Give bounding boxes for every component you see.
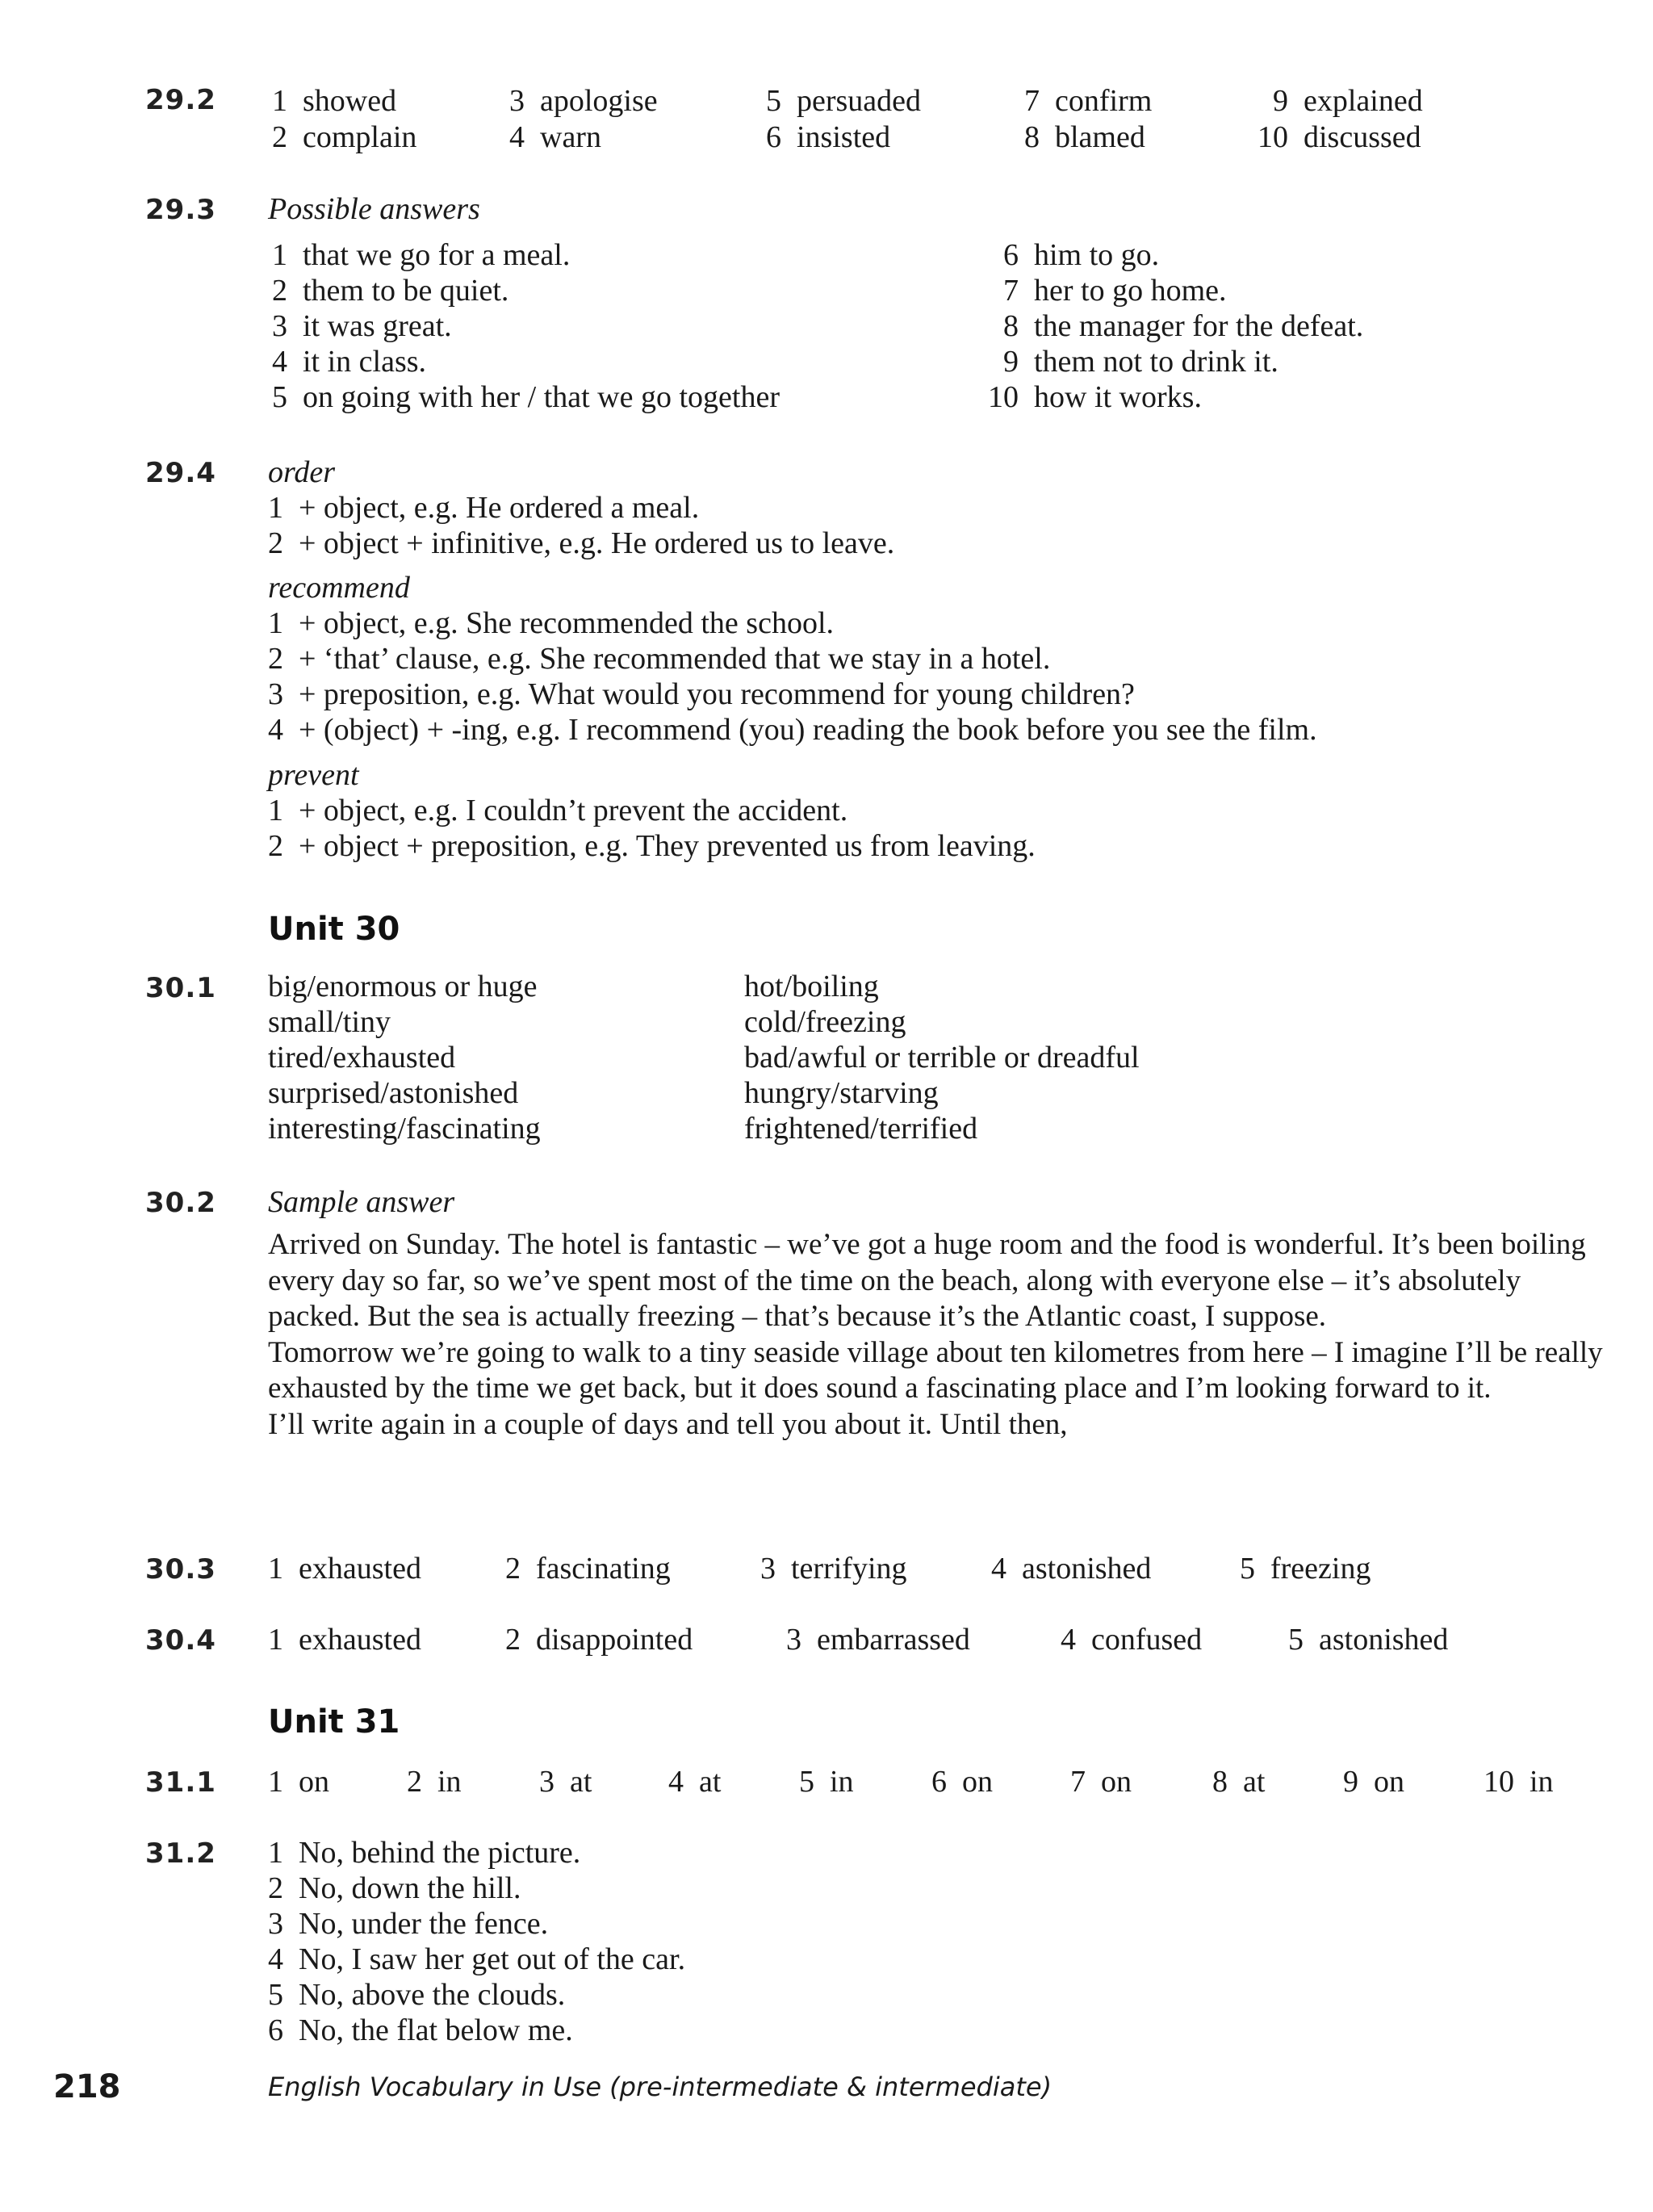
answer-item: big/enormous or huge <box>268 970 538 1003</box>
answer-item: 1 exhausted <box>268 1623 421 1657</box>
paragraph: Arrived on Sunday. The hotel is fantastic – we’ve got a huge room and the food is wonderful. It’s been boiling every day so far, so we’ve spent most of the time on the beach, along with everyone else – it’s absolutely packed. But the sea is actually freezing – that’s because it’s the Atlantic coast, I suppose. <box>268 1228 1586 1333</box>
answer-item: 5 freezing <box>1240 1552 1371 1586</box>
answer-item: 3 embarrassed <box>786 1623 970 1657</box>
exercise-number: 30.2 <box>145 1187 216 1219</box>
paragraph: Tomorrow we’re going to walk to a tiny seaside village about ten kilometres from here – I imagine I’ll be really exhausted by the time we get back, but it does sound a fascinating place and I’m looking forward to it. <box>268 1335 1603 1405</box>
answer-item: 2 disappointed <box>505 1623 693 1657</box>
answer-item: tired/exhausted <box>268 1041 456 1075</box>
verb-heading: recommend <box>268 571 410 605</box>
answer-item: 3 terrifying <box>760 1552 907 1586</box>
exercise-number: 30.1 <box>145 972 216 1004</box>
answer-item: interesting/fascinating <box>268 1112 541 1146</box>
answer-item: cold/freezing <box>744 1005 906 1039</box>
answer-item: 3 No, under the fence. <box>268 1907 549 1941</box>
answer-item: 1 + object, e.g. He ordered a meal. <box>268 491 700 525</box>
answer-item: 6 insisted <box>766 120 891 154</box>
answer-item: 4 it in class. <box>272 345 427 379</box>
answer-item: 6 on <box>931 1765 993 1799</box>
answer-item: 3 it was great. <box>272 309 452 343</box>
answer-item: 1 that we go for a meal. <box>272 238 571 272</box>
answer-item: 7 on <box>1070 1765 1132 1799</box>
sample-answer-text <box>268 1227 1608 1443</box>
answer-item: 9 on <box>1343 1765 1404 1799</box>
answer-item: 3 + preposition, e.g. What would you recommend for young children? <box>268 677 1135 711</box>
answer-item: 6 No, the flat below me. <box>268 2013 573 2047</box>
answer-item: 3 at <box>539 1765 592 1799</box>
answer-item: 8 at <box>1212 1765 1266 1799</box>
answer-item: 9 them not to drink it. <box>1003 345 1278 379</box>
answer-item: small/tiny <box>268 1005 391 1039</box>
answer-item: hungry/starving <box>744 1076 939 1110</box>
answer-item: 4 No, I saw her get out of the car. <box>268 1942 686 1976</box>
section-heading: Possible answers <box>268 192 480 226</box>
answer-item: 7 confirm <box>1024 84 1153 118</box>
answer-item: 8 the manager for the defeat. <box>1003 309 1364 343</box>
exercise-number: 29.2 <box>145 84 216 116</box>
answer-item: bad/awful or terrible or dreadful <box>744 1041 1140 1075</box>
answer-item: 8 blamed <box>1024 120 1145 154</box>
answer-item: 1 on <box>268 1765 329 1799</box>
exercise-number: 29.4 <box>145 457 216 489</box>
paragraph: I’ll write again in a couple of days and tell you about it. Until then, <box>268 1407 1068 1441</box>
answer-item: 2 fascinating <box>505 1552 671 1586</box>
unit-heading: Unit 30 <box>268 911 400 948</box>
answer-item: frightened/terrified <box>744 1112 978 1146</box>
answer-item: 4 warn <box>509 120 601 154</box>
answer-item: 4 at <box>668 1765 722 1799</box>
answer-item: 2 in <box>407 1765 462 1799</box>
answer-item: 2 + object + preposition, e.g. They prevented us from leaving. <box>268 829 1036 863</box>
answer-item: 10 how it works. <box>988 380 1202 414</box>
answer-item: 5 in <box>799 1765 854 1799</box>
page-number: 218 <box>53 2068 121 2105</box>
unit-heading: Unit 31 <box>268 1703 400 1741</box>
answer-item: 5 on going with her / that we go together <box>272 380 780 414</box>
answer-item: 10 in <box>1484 1765 1554 1799</box>
exercise-number: 30.4 <box>145 1624 216 1657</box>
answer-item: 7 her to go home. <box>1003 274 1227 308</box>
answer-item: 6 him to go. <box>1003 238 1160 272</box>
answer-item: 1 + object, e.g. She recommended the school. <box>268 606 835 640</box>
answer-item: surprised/astonished <box>268 1076 519 1110</box>
answer-item: 1 exhausted <box>268 1552 421 1586</box>
section-heading: Sample answer <box>268 1185 455 1219</box>
answer-item: 4 astonished <box>991 1552 1152 1586</box>
answer-item: 5 No, above the clouds. <box>268 1978 566 2012</box>
answer-item: 9 explained <box>1273 84 1423 118</box>
answer-item: 2 + object + infinitive, e.g. He ordered us to leave. <box>268 526 895 560</box>
verb-heading: order <box>268 455 336 489</box>
exercise-number: 31.1 <box>145 1766 216 1799</box>
answer-item: 1 + object, e.g. I couldn’t prevent the accident. <box>268 794 848 827</box>
answer-item: 4 + (object) + -ing, e.g. I recommend (you) reading the book before you see the film. <box>268 713 1317 747</box>
exercise-number: 29.3 <box>145 194 216 226</box>
answer-item: hot/boiling <box>744 970 879 1003</box>
answer-item: 1 showed <box>272 84 397 118</box>
exercise-number: 31.2 <box>145 1837 216 1870</box>
answer-item: 4 confused <box>1061 1623 1203 1657</box>
verb-heading: prevent <box>268 758 359 792</box>
answer-item: 2 No, down the hill. <box>268 1871 521 1905</box>
book-title: English Vocabulary in Use (pre-intermediate & intermediate) <box>268 2072 1052 2102</box>
answer-item: 2 complain <box>272 120 417 154</box>
answer-item: 2 them to be quiet. <box>272 274 509 308</box>
answer-item: 10 discussed <box>1258 120 1421 154</box>
answer-item: 3 apologise <box>509 84 658 118</box>
answer-item: 1 No, behind the picture. <box>268 1836 581 1870</box>
answer-item: 5 astonished <box>1288 1623 1449 1657</box>
answer-item: 2 + ‘that’ clause, e.g. She recommended that we stay in a hotel. <box>268 642 1051 676</box>
answer-item: 5 persuaded <box>766 84 922 118</box>
exercise-number: 30.3 <box>145 1553 216 1586</box>
